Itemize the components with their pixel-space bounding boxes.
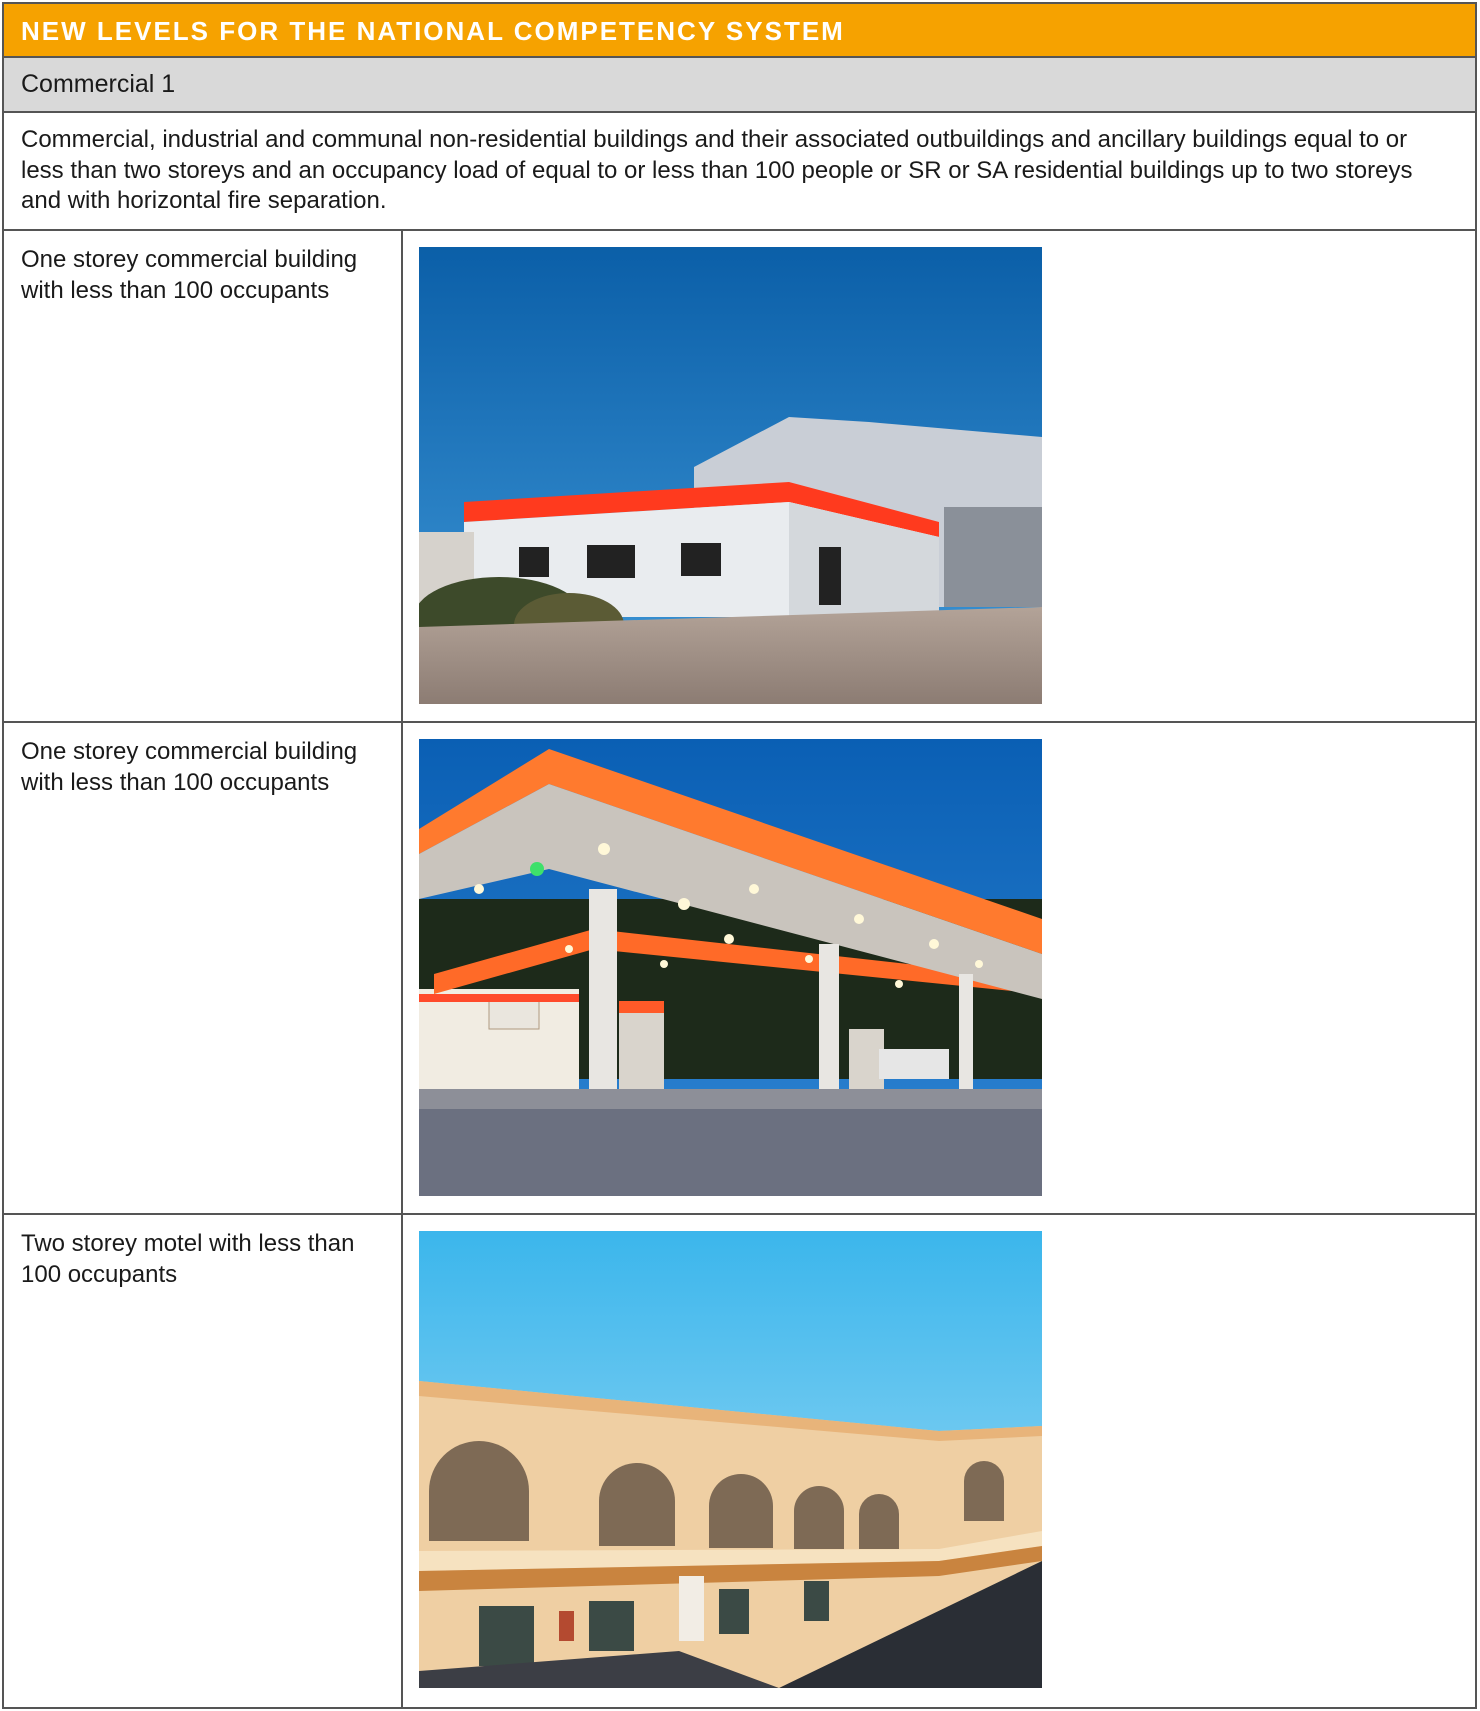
section-description: Commercial, industrial and communal non-residential buildings and their associated outbuildings and ancillary buildings equal to or less than two storeys and an occupancy load of equal to or less than 100 people or SR or SA residential buildings up to two storeys and with horizontal fire separation. <box>4 113 1475 231</box>
row-label: One storey commercial building with less than 100 occupants <box>4 231 403 721</box>
row-label: Two storey motel with less than 100 occupants <box>4 1215 403 1707</box>
table-header: NEW LEVELS FOR THE NATIONAL COMPETENCY SYSTEM <box>4 4 1475 58</box>
table-row <box>4 231 1475 723</box>
section-title: Commercial 1 <box>4 58 1475 113</box>
motel-photo <box>419 1231 1042 1688</box>
image-cell <box>403 723 1475 1213</box>
competency-table <box>2 2 1477 1709</box>
commercial-building-photo <box>419 247 1042 704</box>
table-row <box>4 1215 1475 1707</box>
image-cell <box>403 1215 1475 1707</box>
petrol-station-photo <box>419 739 1042 1196</box>
image-cell <box>403 231 1475 721</box>
row-label: One storey commercial building with less than 100 occupants <box>4 723 403 1213</box>
table-row <box>4 723 1475 1215</box>
